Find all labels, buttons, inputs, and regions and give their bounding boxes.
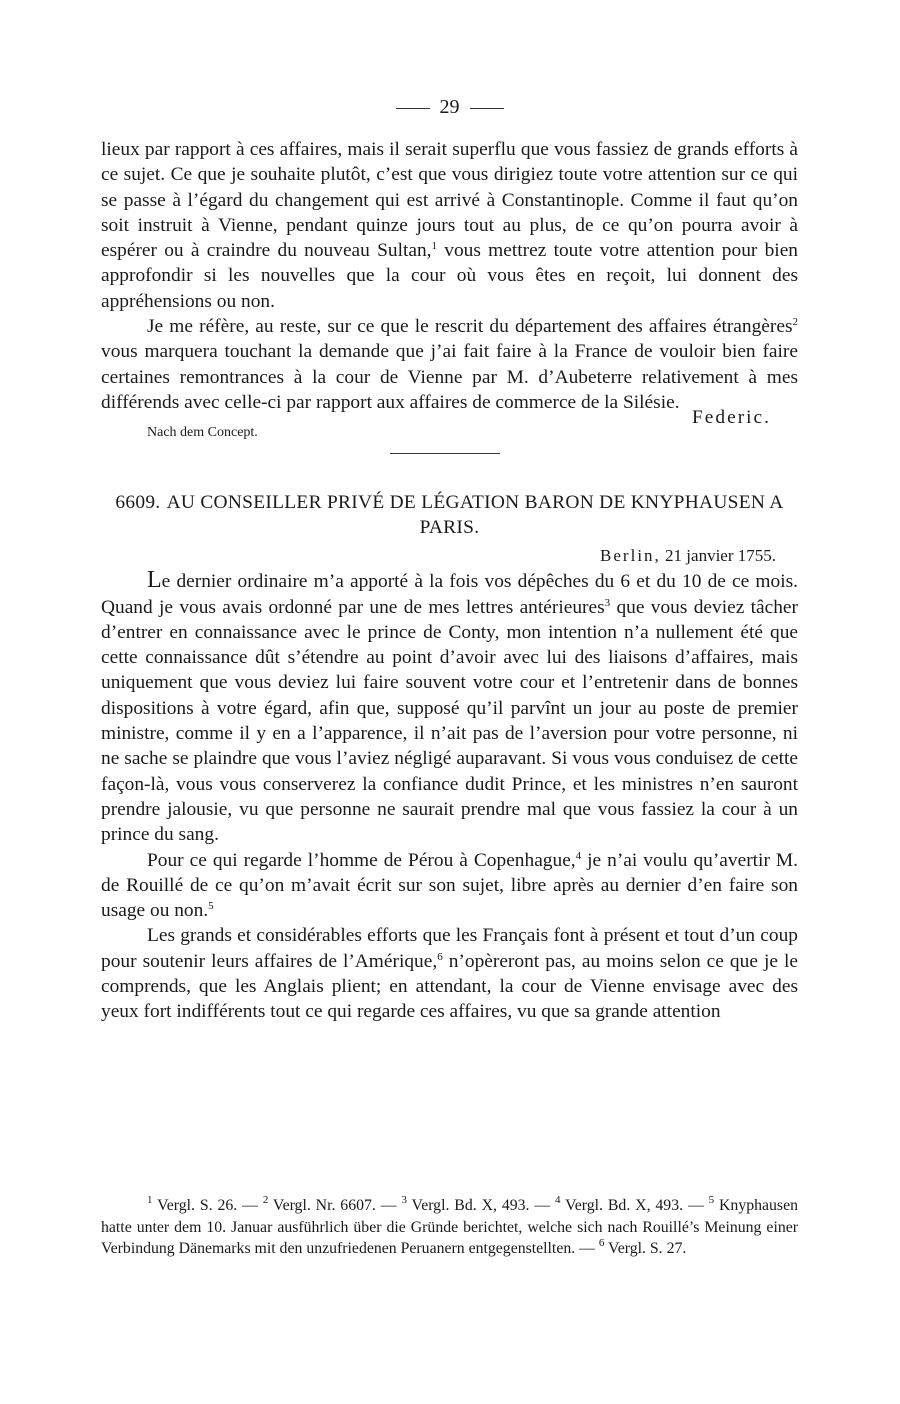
document-heading — [101, 490, 798, 540]
page-number-line — [101, 92, 798, 122]
letter-paragraph-1 — [101, 568, 798, 847]
footnote-mark-3: 3 — [401, 1194, 407, 1206]
footnote-ref-5[interactable]: 5 — [208, 900, 214, 913]
dateline-date: 21 janvier 1755. — [665, 546, 776, 566]
page-body — [101, 92, 798, 1025]
letter-paragraph-1-text-1: e dernier ordinaire m’a apporté à la fois vos dépêches du 6 et du 10 de ce mois. Quand je vous avais ordonné par une de mes lettres antérieures — [101, 571, 798, 618]
dateline-city: Berlin, — [600, 546, 661, 566]
letter-paragraph-2-text-1: Pour ce qui regarde l’homme de Pérou à Copenhague, — [147, 849, 576, 871]
footnote-text-5: Knyphausen hatte unter dem 10. Januar ausführlich über die Gründe berichtet, welche sich nach Rouillé’s Meinung einer Verbindung Dänemarks mit den unzufriedenen Peruanern entgegenstellten. — — [101, 1197, 798, 1257]
footnote-mark-2: 2 — [262, 1194, 269, 1206]
footnotes-paragraph — [101, 1195, 798, 1260]
footnote-text-3: Vergl. Bd. X, 493. — — [406, 1197, 556, 1214]
footnote-ref-6[interactable]: 6 — [437, 950, 443, 963]
footnote-ref-3[interactable]: 3 — [604, 596, 611, 609]
footnote-mark-1: 1 — [147, 1194, 153, 1206]
signature-block — [101, 407, 798, 441]
footnote-text-6: Vergl. S. 27. — [604, 1240, 687, 1257]
letter-paragraph-2-text-2: je n’ai voulu qu’avertir M. de Rouillé de ce qu’on m’avait écrit sur son sujet, libre après au dernier d’en faire son usage ou non. — [101, 849, 798, 922]
document-title: AU CONSEILLER PRIVÉ DE LÉGATION BARON DE KNYPHAUSEN A PARIS. — [166, 492, 784, 539]
page-number-dash-right — [470, 108, 504, 109]
paragraph-rescrit-text-1: Je me réfère, au reste, sur ce que le rescrit du département des affaires étrangères — [147, 316, 793, 338]
continuation-text-2: vous mettrez toute votre attention pour bien approfondir si les nouvelles que la cour où vous êtes en reçoit, lui donnent des appréhensions ou non. — [101, 240, 798, 312]
page-number: 29 — [439, 96, 460, 118]
document-number: 6609. — [115, 492, 161, 514]
footnote-mark-5: 5 — [708, 1194, 715, 1206]
letter-paragraph-1-text-2: que vous deviez tâcher d’entrer en connaissance avec le prince de Conty, mon intention n’a nullement été que cette connaissance dût s’étendre au point d’avoir avec lui des liaisons d’affaires, mais uniquement que vous deviez lui faire souvent votre cour et l’entretenir dans de bonnes dispositions à votre égard, afin que, supposé qu’il parvînt un jour au poste de premier ministre, comme il y en a l’apparence, il n’ait pas de l’aversion pour votre personne, ni ne sache se plaindre que vous l’aviez négligé auparavant. Si vous vous conduisez de cette façon-là, vous vous conserverez la confiance dudit Prince, et les ministres n’en sauront prendre jalousie, vu que personne ne saurait prendre mal que vous fassiez la cour à un prince du sang. — [101, 596, 798, 846]
footnotes — [101, 1195, 798, 1260]
footnote-mark-6: 6 — [598, 1237, 605, 1249]
dateline — [101, 544, 776, 568]
paragraph-rescrit-text-2: vous marquera touchant la demande que j’ai fait faire à la France de vouloir bien faire certaines remontrances à la cour de Vienne par M. d’Aubeterre relativement à mes différends avec celle-ci par rapport aux affaires de commerce de la Silésie. — [101, 341, 798, 413]
footnote-ref-2[interactable]: 2 — [792, 316, 798, 329]
letter-paragraph-3 — [101, 923, 798, 1024]
footnote-text-1: Vergl. S. 26. — — [152, 1197, 263, 1214]
continuation-text-1: lieux par rapport à ces affaires, mais il serait superflu que vous fassiez de grands efforts à ce sujet. Ce que je souhaite plutôt, c’est que vous dirigiez toute votre attention sur ce qui se passe à l’égard du changement qui est arrivé à Constantinople. Comme il faut qu’on soit instruit à Vienne, pendant quinze jours tout au plus, de ce qu’on pourra avoir à espérer ou à craindre du nouveau Sultan, — [101, 139, 798, 262]
footnote-ref-4[interactable]: 4 — [575, 849, 582, 862]
footnote-ref-1[interactable]: 1 — [431, 240, 438, 253]
letter-paragraph-2 — [101, 848, 798, 924]
section-divider — [390, 453, 500, 454]
footnote-mark-4: 4 — [555, 1194, 561, 1206]
source-note: Nach dem Concept. — [147, 425, 258, 441]
page-number-dash-left — [396, 108, 430, 109]
continuation-paragraph — [101, 137, 798, 314]
paragraph-rescrit — [101, 314, 798, 415]
signature: Federic. — [692, 407, 771, 429]
footnote-text-2: Vergl. Nr. 6607. — — [268, 1197, 402, 1214]
letter-paragraph-3-text-1: Les grands et considérables efforts que les Français font à présent et tout d’un coup pour soutenir leurs affaires de l’Amérique, — [101, 925, 798, 972]
letter-paragraph-3-text-2: n’opèreront pas, au moins selon ce que je le comprends, que les Anglais plient; en attendant, la cour de Vienne envisage avec des yeux fort indifférents tout ce qui regarde ces affaires, vu que sa grande attention — [101, 950, 798, 1023]
initial-letter: L — [147, 567, 162, 594]
footnote-text-4: Vergl. Bd. X, 493. — — [560, 1197, 709, 1214]
